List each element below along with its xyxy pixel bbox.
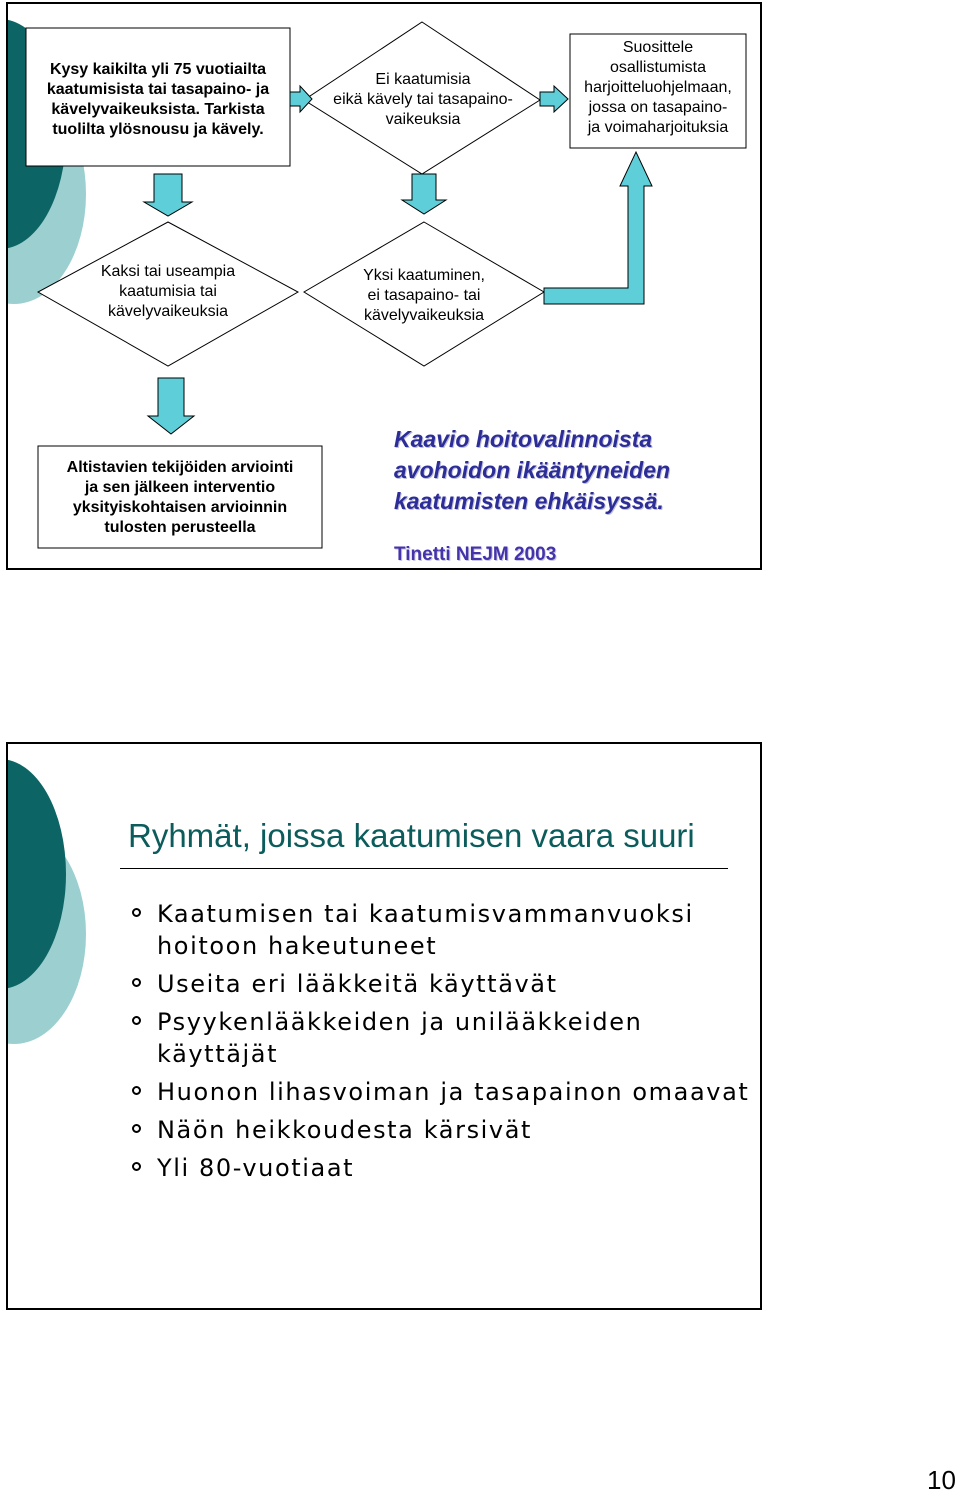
flowchart-slide — [6, 2, 762, 570]
list-item: Psyykenlääkkeiden ja unilääkkeiden käyttäjät — [132, 1006, 752, 1070]
bullet-circle-icon — [132, 908, 141, 917]
flowchart-caption: Kaavio hoitovalinnoista avohoidon ikääntyneiden kaatumisten ehkäisyssä. — [394, 426, 671, 514]
box-screening-text: Kysy kaikilta yli 75 vuotiailta kaatumisista tai tasapaino- ja kävelyvaikeuksista. Tarkista tuolilta ylösnousu ja kävely. — [46, 61, 270, 138]
bullet-circle-icon — [132, 1016, 141, 1025]
arrow-right-2 — [540, 86, 568, 112]
citation: Tinetti NEJM 2003 — [394, 544, 557, 565]
list-item: Useita eri lääkkeitä käyttävät — [132, 968, 752, 1000]
arrow-down-1 — [144, 174, 192, 216]
list-item: Yli 80-vuotiaat — [132, 1152, 752, 1184]
box-assessment-text: Altistavien tekijöiden arviointi ja sen jälkeen interventio yksityiskohtaisen arvioinnin tulosten perusteella — [66, 459, 294, 536]
bullet-circle-icon — [132, 1124, 141, 1133]
diamond-two-falls-text: Kaksi tai useampia kaatumisia tai kävelyvaikeuksia — [100, 263, 236, 320]
bullet-circle-icon — [132, 1162, 141, 1171]
bullet-circle-icon — [132, 1086, 141, 1095]
risk-group-list — [132, 898, 752, 1190]
bullet-circle-icon — [132, 978, 141, 987]
risk-groups-slide — [6, 742, 762, 1310]
list-item: Näön heikkoudesta kärsivät — [132, 1114, 752, 1146]
diamond-no-falls-text: Ei kaatumisia eikä kävely tai tasapaino- vaikeuksia — [333, 71, 513, 128]
arrow-down-2 — [402, 174, 446, 214]
diamond-one-fall-text: Yksi kaatuminen, ei tasapaino- tai kävelyvaikeuksia — [363, 267, 485, 324]
title-divider — [120, 868, 728, 869]
box-recommend-text: Suosittele osallistumista harjoitteluohjelmaan, jossa on tasapaino- ja voimaharjoituksia — [584, 39, 732, 136]
list-item: Kaatumisen tai kaatumisvammanvuoksi hoitoon hakeutuneet — [132, 898, 752, 962]
page-number: 10 — [927, 1465, 956, 1495]
arrow-down-3 — [148, 378, 194, 434]
arrow-right-1 — [290, 86, 312, 112]
list-item: Huonon lihasvoiman ja tasapainon omaavat — [132, 1076, 752, 1108]
arrow-up-elbow — [544, 152, 652, 304]
slide-title: Ryhmät, joissa kaatumisen vaara suuri — [128, 817, 695, 854]
